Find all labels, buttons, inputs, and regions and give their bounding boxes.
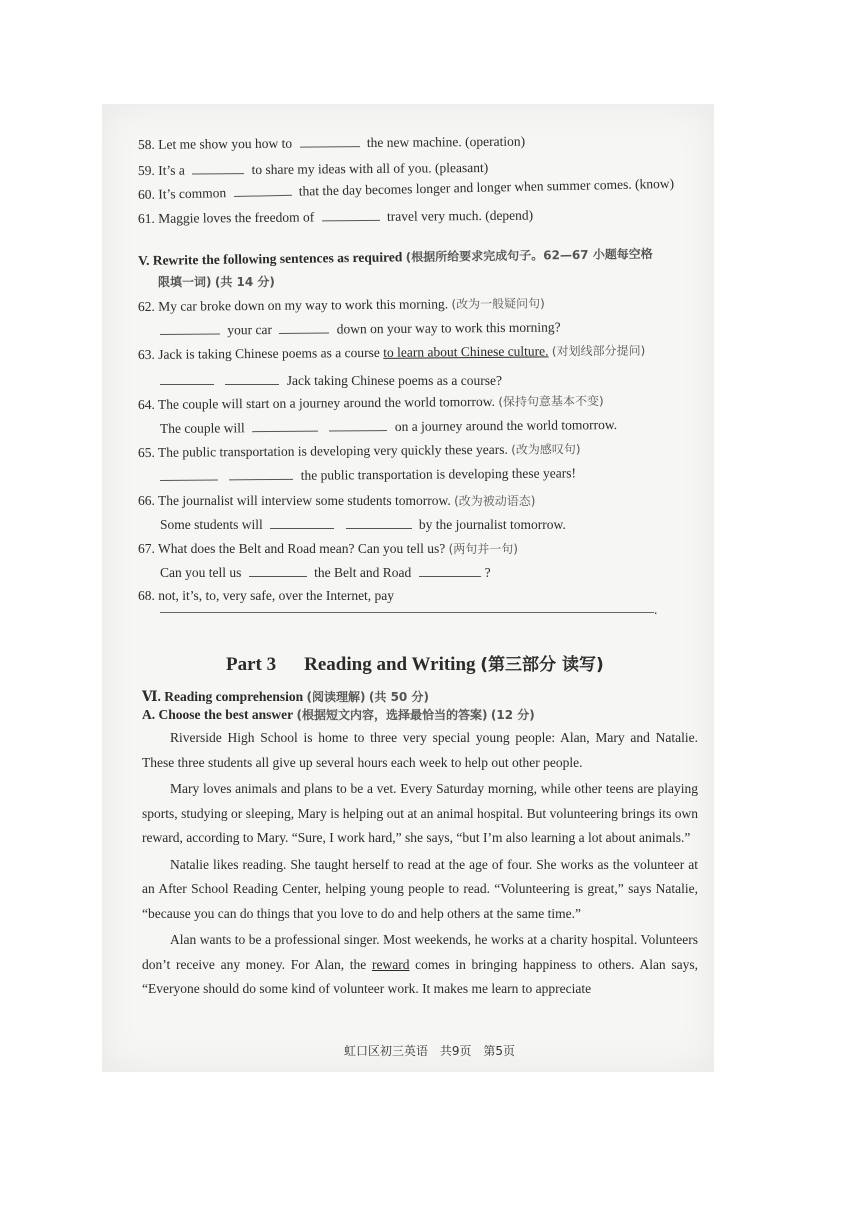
paragraph-text: Alan wants to be a professional singer. Most weekends, he works at a charity hospital. Volunteers don’t receive any money. For Alan, the (142, 932, 698, 972)
answer-text: on a journey around the world tomorrow. (394, 417, 618, 434)
section-title-cn: (阅读理解) (306, 690, 366, 704)
total-pages: 共9页 (439, 1044, 472, 1058)
answer-blank[interactable] (270, 516, 334, 529)
underlined-part: to learn about Chinese culture. (383, 343, 549, 360)
part-name: Reading and Writing (304, 654, 476, 675)
question-text: What does the Belt and Road mean? Can you tell us? (158, 541, 446, 556)
answer-blank[interactable] (252, 419, 318, 433)
section-title: V. Rewrite the following sentences as required (137, 249, 403, 268)
question-text: It’s a (158, 162, 185, 178)
subsection-instruction: (根据短文内容，选择最恰当的答案) (296, 708, 488, 722)
answer-text: Jack taking Chinese poems as a course? (286, 373, 502, 388)
section-title: Ⅵ. Reading comprehension (142, 689, 304, 704)
question-number: 67. (138, 541, 155, 556)
question-number: 64. (137, 396, 155, 412)
question-68 (138, 588, 394, 604)
answer-63 (160, 372, 502, 389)
paragraph-4 (142, 928, 698, 1002)
part-name-cn: (第三部分 读写) (480, 655, 604, 675)
answer-text: Some students will (160, 517, 263, 532)
question-58 (138, 133, 525, 153)
answer-68-period (654, 602, 657, 618)
question-61 (138, 207, 533, 227)
answer-text: the Belt and Road (314, 565, 412, 580)
section-6a-heading (142, 706, 535, 723)
answer-67 (160, 564, 491, 581)
answer-blank[interactable] (192, 161, 244, 174)
question-text: The public transportation is developing very quickly these years. (157, 441, 508, 460)
page-footer (344, 1042, 523, 1059)
answer-62 (160, 319, 561, 339)
section-instruction: 限填一词) (158, 275, 212, 289)
question-text: The journalist will interview some students tomorrow. (158, 493, 451, 508)
underlined-word: reward (371, 956, 410, 972)
task-hint: (对划线部分提问) (551, 343, 646, 359)
question-number: 58. (137, 136, 155, 152)
question-number: 63. (137, 346, 155, 362)
word-hint: (operation) (465, 133, 526, 150)
paragraph-1: Riverside High School is home to three very special young people: Alan, Mary and Natalie. These three students all give up several hours each week to help out other people. (142, 730, 698, 770)
word-hint: (depend) (485, 207, 534, 223)
question-number: 60. (137, 186, 156, 202)
question-number: 66. (138, 493, 155, 508)
answer-blank[interactable] (160, 467, 218, 481)
task-hint: (改为一般疑问句) (451, 296, 545, 312)
task-hint: (改为被动语态) (454, 494, 536, 508)
answer-blank[interactable] (229, 467, 293, 481)
question-number: 62. (137, 298, 155, 314)
question-text: It’s common (158, 185, 227, 202)
period: . (654, 602, 658, 617)
answer-blank[interactable] (249, 564, 307, 577)
answer-blank[interactable] (419, 564, 481, 577)
task-hint: (保持句意基本不变) (498, 393, 604, 409)
part-label: Part 3 (226, 654, 277, 675)
question-text: Let me show you how to (158, 135, 293, 152)
part-3-title (226, 650, 604, 676)
question-text: to share my ideas with all of you. (251, 160, 432, 178)
answer-blank[interactable] (279, 321, 329, 334)
answer-text: down on your way to work this morning? (336, 319, 561, 337)
answer-blank[interactable] (321, 208, 379, 222)
question-number: 68. (138, 588, 155, 603)
question-text: The couple will start on a journey around the world tomorrow. (157, 393, 495, 412)
section-instruction: (根据所给要求完成句子。62—67 小题每空格 (405, 246, 653, 265)
task-hint: (两句并一句) (448, 542, 518, 556)
question-text: Jack is taking Chinese poems as a course (158, 344, 380, 362)
task-hint: (改为感叹句) (511, 442, 581, 457)
section-6-heading (142, 688, 429, 705)
question-59 (138, 159, 488, 179)
paragraph-3: Natalie likes reading. She taught herself to read at the age of four. She works as the volunteer at an After School Reading Center, helping young people to read. “Volunteering is great,” says Natalie, “because you can do things that you love to do and help others at the same time.” (142, 856, 698, 921)
page-number: 第5页 (483, 1044, 515, 1058)
word-hint: (pleasant) (434, 159, 489, 176)
question-text: not, it’s, to, very safe, over the Internet, pay (158, 588, 395, 603)
answer-text: by the journalist tomorrow. (418, 517, 566, 532)
paragraph-2: Mary loves animals and plans to be a vet. Every Saturday morning, while other teens are playing sports, studying or sleeping, Mary is helping out at an animal hospital. But volunteering brings its own reward, according to Mary. “Sure, I work hard,” she says, “but I’m also learning a lot about animals.” (142, 781, 698, 845)
answer-text: The couple will (159, 420, 245, 436)
section-points: (共 50 分) (368, 690, 429, 704)
question-text: Maggie loves the freedom of (158, 209, 315, 226)
answer-line-68[interactable] (160, 612, 654, 613)
question-62 (138, 294, 545, 315)
question-number: 59. (137, 162, 155, 178)
section-points: (共 14 分) (214, 275, 275, 289)
question-67 (138, 540, 518, 557)
question-number: 61. (137, 210, 155, 226)
answer-text: your car (227, 322, 273, 338)
question-number: 65. (137, 444, 155, 460)
question-text: My car broke down on my way to work this morning. (158, 296, 449, 314)
answer-blank[interactable] (346, 516, 412, 529)
answer-blank[interactable] (225, 372, 279, 385)
question-text: travel very much. (386, 208, 482, 224)
word-hint: (know) (634, 175, 675, 192)
subsection-points: (12 分) (490, 708, 535, 722)
reading-passage (142, 726, 698, 1002)
question-text: the new machine. (366, 134, 462, 151)
answer-blank[interactable] (160, 372, 214, 385)
answer-text: ? (484, 565, 491, 580)
answer-66 (160, 516, 566, 533)
answer-blank[interactable] (160, 321, 220, 335)
answer-blank[interactable] (233, 183, 291, 197)
section-5-heading-cont (158, 273, 275, 290)
answer-text: the public transportation is developing these years! (300, 465, 576, 483)
exam-name: 虹口区初三英语 (344, 1044, 429, 1058)
answer-65 (160, 464, 576, 485)
answer-blank[interactable] (299, 134, 359, 148)
paragraph-text: comes in bringing happiness to others. Alan says, “Everyone should do some kind of volunteer work. It makes me learn to appreciate (142, 956, 699, 996)
subsection-title: A. Choose the best answer (142, 707, 294, 722)
answer-blank[interactable] (329, 418, 387, 432)
question-text: that the day becomes longer and longer when summer comes. (298, 176, 632, 199)
question-66 (138, 492, 535, 509)
answer-text: Can you tell us (160, 565, 242, 580)
